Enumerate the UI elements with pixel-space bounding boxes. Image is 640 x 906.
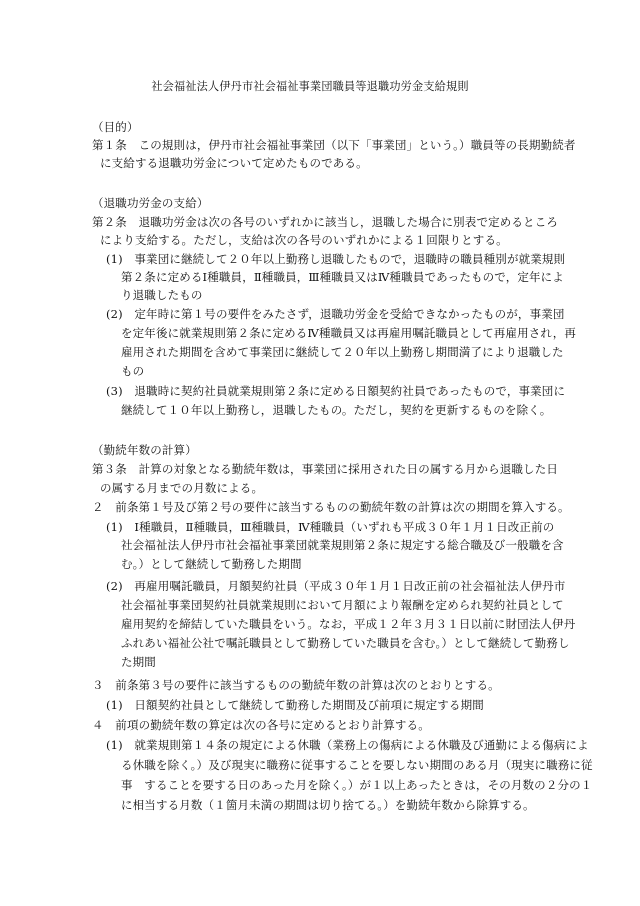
article-2-item-1: (1) 事業団に継続して２０年以上勤務し退職したもので，退職時の職員種別が就業規則 <box>106 252 566 266</box>
article-3-p2-item-2: ふれあい福祉公社で嘱託職員として勤務していた職員を含む。）として継続して勤務し <box>121 636 570 650</box>
article-3-p2-item-1: 社会福祉法人伊丹市社会福祉事業団就業規則第２条に規定する総合職及び一般職を含 <box>121 538 564 552</box>
article-2-text: 第２条 退職功労金は次の各号のいずれかに該当し，退職した場合に別表で定めるところ <box>92 215 558 229</box>
article-3-p2-item-2: (2) 再雇用嘱託職員，月額契約社員（平成３０年１月１日改正前の社会福祉法人伊丹市 <box>106 579 566 593</box>
document-title: 社会福祉法人伊丹市社会福祉事業団職員等退職功労金支給規則 <box>151 79 469 93</box>
article-3-p2-item-2: た期間 <box>121 655 156 669</box>
article-2-item-1: 第２条に定めるⅠ種職員，Ⅱ種職員，Ⅲ種職員又はⅣ種職員であったもので，定年によ <box>121 270 564 284</box>
article-2-item-3: 継続して１０年以上勤務し，退職したもの。ただし，契約を更新するものを除く。 <box>121 403 552 417</box>
article-2-item-2: 雇用された期間を含めて事業団に継続して２０年以上勤務し期間満了により退職した <box>121 345 564 359</box>
article-2-item-2: (2) 定年時に第１号の要件をみたさず，退職功労金を受給できなかったものが，事業団 <box>106 307 565 321</box>
article-3-paragraph-2: ２ 前条第１号及び第２号の要件に該当するものの勤続年数の計算は次の期間を算入する。 <box>92 500 570 514</box>
article-2-item-2: を定年後に就業規則第２条に定めるⅣ種職員又は再雇用嘱託職員として再雇用され，再 <box>121 326 577 340</box>
article-3-p4-item-1: に相当する月数（１箇月未満の期間は切り捨てる。）を勤続年数から除算する。 <box>121 798 535 812</box>
article-3-paragraph-4: ４ 前項の勤続年数の算定は次の各号に定めるとおり計算する。 <box>92 718 430 732</box>
article-2-text: により支給する。ただし，支給は次の各号のいずれかによる１回限りとする。 <box>100 233 508 247</box>
article-2-item-2: もの <box>121 364 145 378</box>
article-3-p4-item-1: (1) 就業規則第１４条の規定による休職（業務上の傷病による休職及び通勤による傷病によ <box>106 738 589 752</box>
article-1-text: 第１条 この規則は，伊丹市社会福祉事業団（以下「事業団」という。）職員等の長期勤続者 <box>92 138 576 152</box>
article-1-text: に支給する退職功労金について定めたものである。 <box>100 156 368 170</box>
article-3-p2-item-2: 雇用契約を締結していた職員をいう。なお，平成１２年３月３１日以前に財団法人伊丹 <box>121 617 576 631</box>
article-3-text: 第３条 計算の対象となる勤続年数は，事業団に採用された日の属する月から退職した日 <box>92 462 558 476</box>
article-2-item-3: (3) 退職時に契約社員就業規則第２条に定める日額契約社員であったもので，事業団に <box>106 384 566 398</box>
article-3-p4-item-1: 事 することを要する日のあった月を除く。）が１以上あったときは，その月数の２分の１ <box>121 778 593 792</box>
article-3-p2-item-2: 社会福祉事業団契約社員就業規則において月額により報酬を定められ契約社員として <box>121 598 564 612</box>
article-3-paragraph-3: ３ 前条第３号の要件に該当するものの勤続年数の計算は次のとおりとする。 <box>92 678 500 692</box>
article-3-p3-item-1: (1) 日額契約社員として継続して勤務した期間及び前項に規定する期間 <box>106 698 484 712</box>
article-3-p4-item-1: る休職を除く。）及び現実に職務に従事することを要しない期間のある月（現実に職務に従 <box>121 758 593 772</box>
article-3-p2-item-1: (1) Ⅰ種職員，Ⅱ種職員，Ⅲ種職員，Ⅳ種職員（いずれも平成３０年１月１日改正前の <box>106 520 555 534</box>
article-3-heading: （勤続年数の計算） <box>92 443 197 457</box>
article-3-text: の属する月までの月数による。 <box>100 481 264 495</box>
article-2-item-1: り退職したもの <box>121 288 203 302</box>
article-2-heading: （退職功労金の支給） <box>92 196 209 210</box>
article-3-p2-item-1: む。）として継続して勤務した期間 <box>121 557 302 571</box>
article-1-heading: （目的） <box>92 120 139 134</box>
